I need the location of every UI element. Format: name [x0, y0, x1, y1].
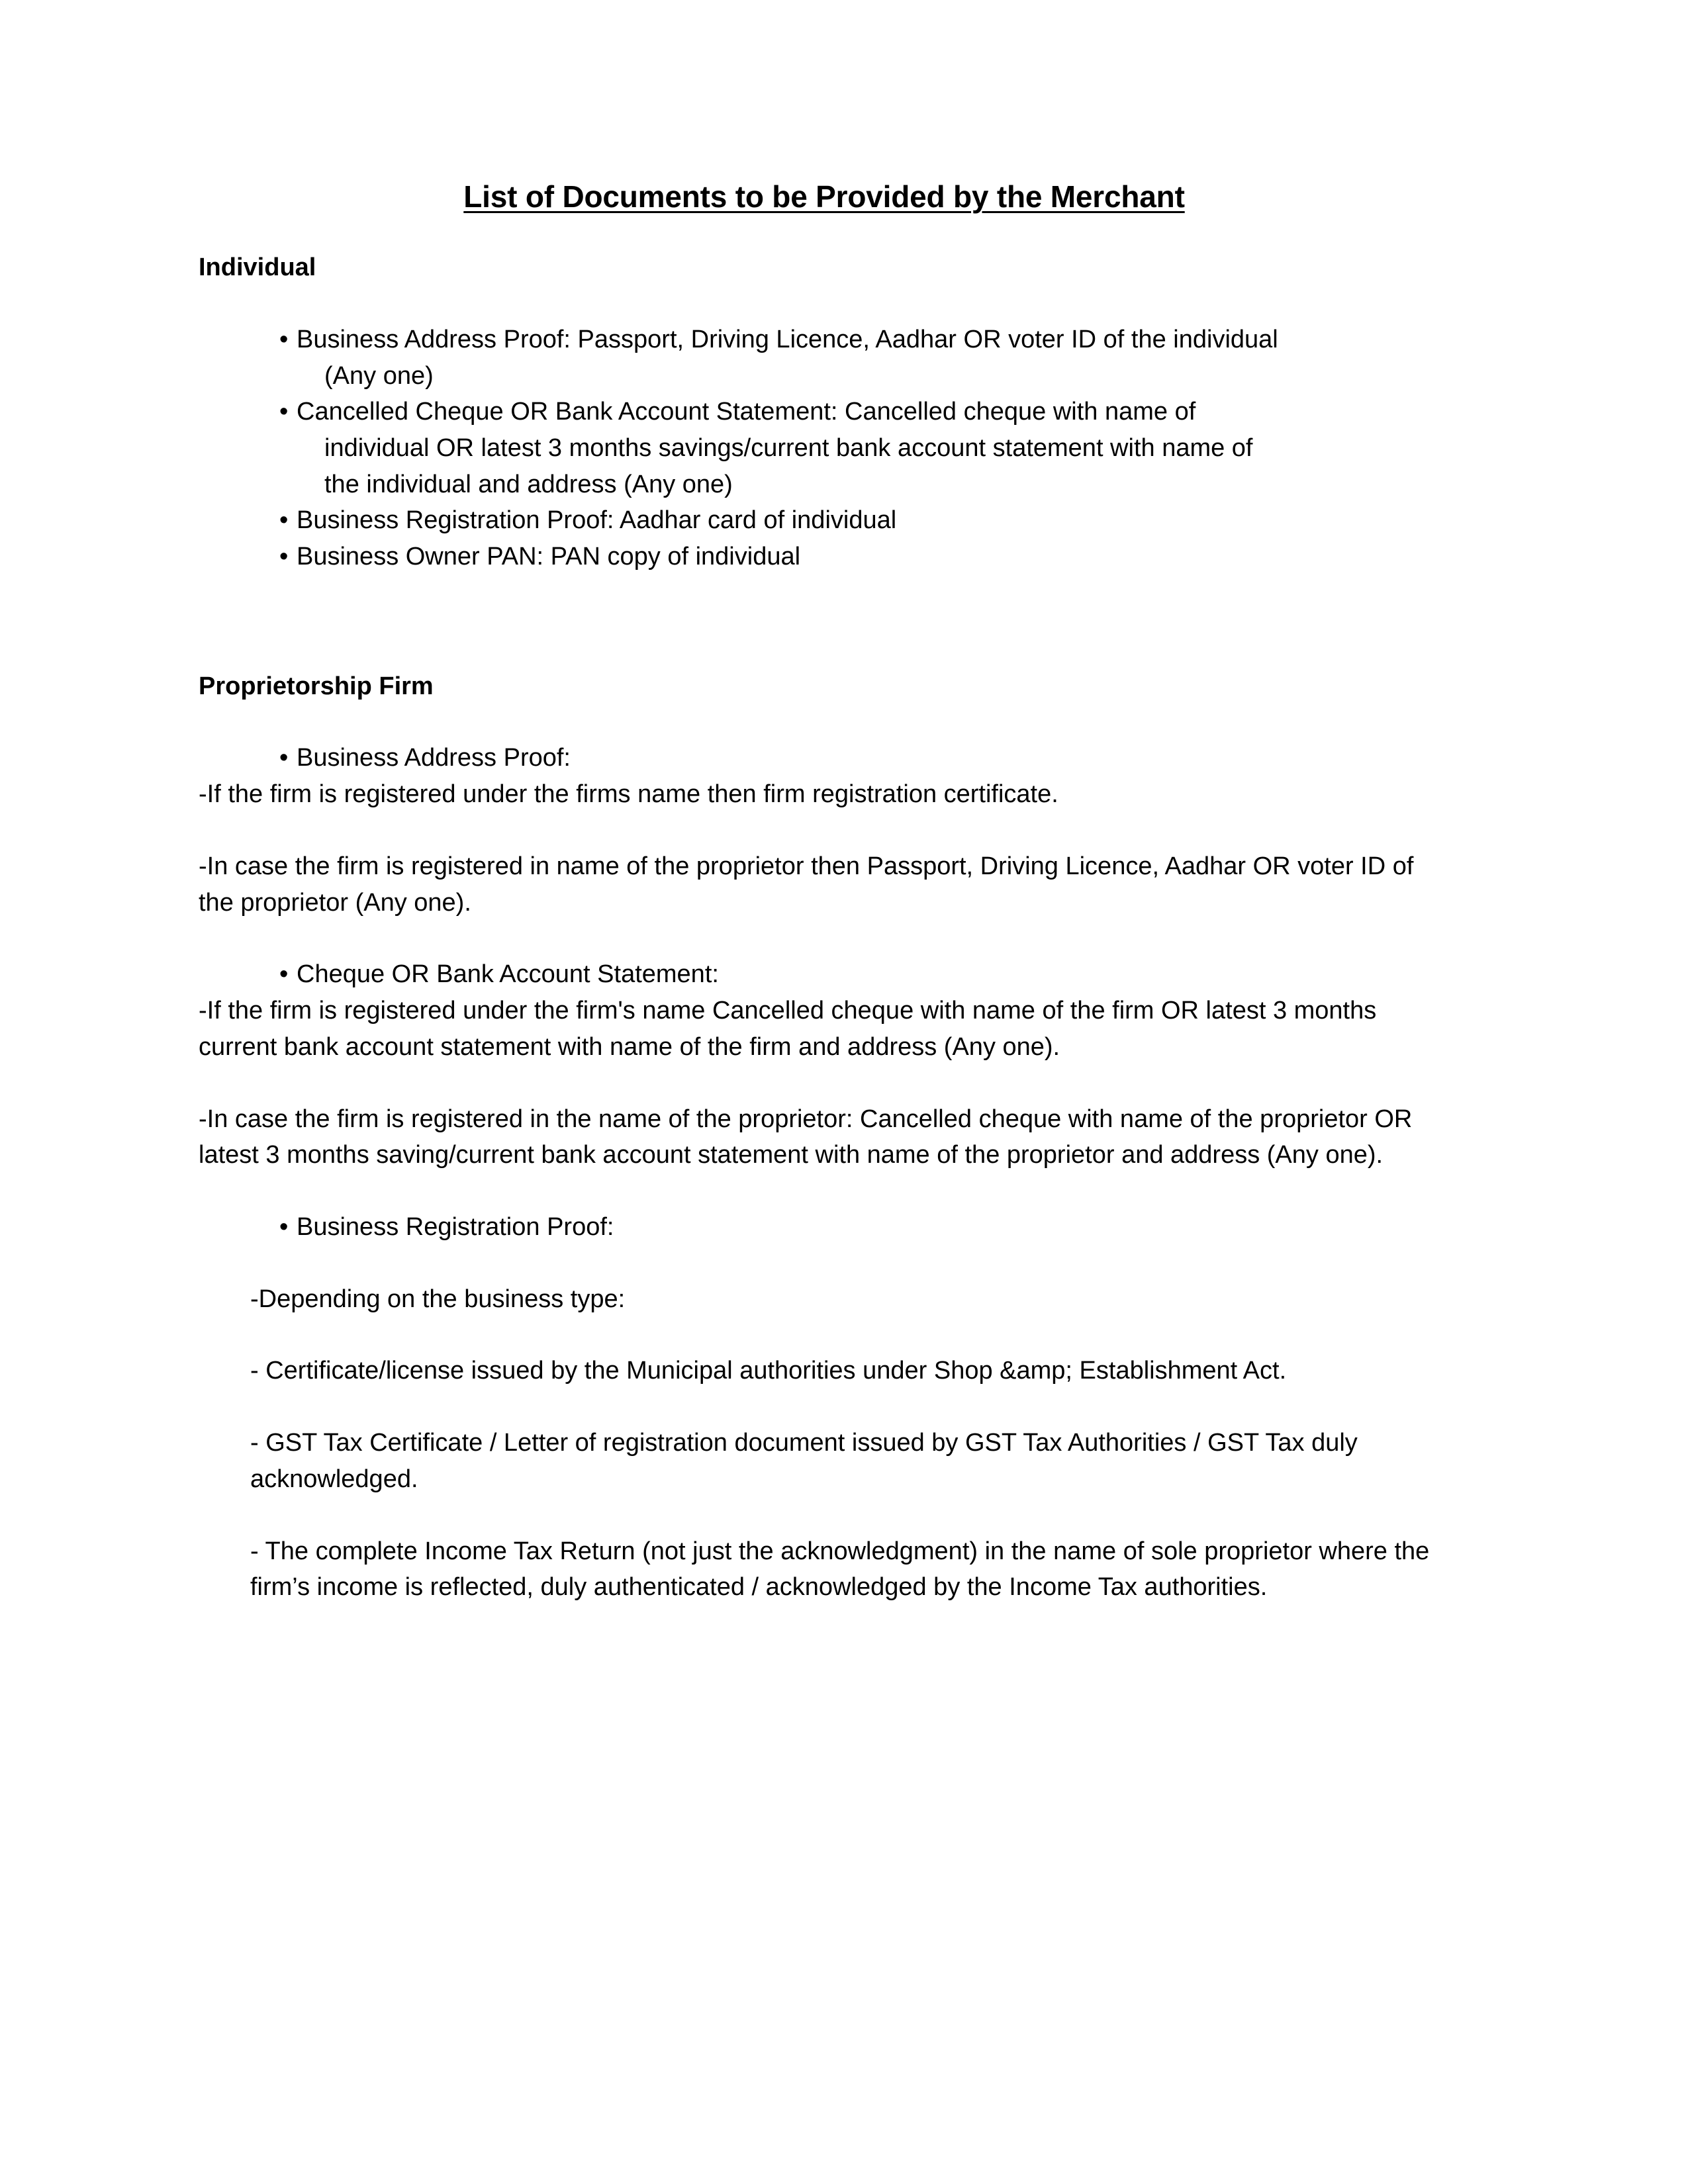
list-item	[199, 1209, 1450, 1246]
section-heading-individual: Individual	[199, 253, 316, 282]
bullet-dot-icon: •	[279, 543, 289, 571]
spacer	[199, 633, 1450, 672]
list-item-label: Business Address Proof:	[297, 744, 571, 772]
list-item	[199, 502, 1450, 539]
paragraph-municipal-shop-establishment: - Certificate/license issued by the Municipal authorities under Shop &amp; Establishment Act.	[250, 1357, 1287, 1385]
spacer	[199, 1246, 1450, 1281]
bullet-dot-icon: •	[279, 325, 289, 353]
spacer	[199, 1173, 1450, 1209]
list-item	[199, 394, 1450, 502]
list-item	[199, 322, 1450, 394]
bullet-dot-icon: •	[279, 398, 289, 426]
proprietorship-bullet-cheque-statement	[199, 956, 1450, 993]
page-title-text: List of Documents to be Provided by the Merchant	[463, 179, 1185, 214]
spacer	[199, 283, 1450, 322]
spacer	[199, 702, 1450, 740]
bullet-dot-icon: •	[279, 1212, 289, 1241]
spacer	[199, 1498, 1450, 1533]
spacer	[199, 813, 1450, 848]
spacer	[199, 575, 1450, 633]
individual-bullet-list	[199, 322, 1450, 575]
spacer	[199, 1066, 1450, 1101]
list-item-label: Cancelled Cheque OR Bank Account Statement: Cancelled cheque with name of	[297, 398, 1196, 426]
bullet-dot-icon: •	[279, 506, 289, 535]
spacer	[199, 921, 1450, 956]
list-item	[199, 956, 1450, 993]
bullet-dot-icon: •	[279, 960, 289, 989]
page-title	[199, 179, 1450, 214]
document-content	[199, 179, 1450, 1606]
section-heading-proprietorship-firm: Proprietorship Firm	[199, 672, 434, 700]
paragraph-gst-tax-certificate: - GST Tax Certificate / Letter of registration document issued by GST Tax Authorities / GST Tax duly acknowledged.	[250, 1429, 1358, 1493]
list-item-label: Business Address Proof: Passport, Driving Licence, Aadhar OR voter ID of the individual	[297, 325, 1278, 353]
list-item	[199, 740, 1450, 776]
paragraph-income-tax-return: - The complete Income Tax Return (not just the acknowledgment) in the name of sole proprietor where the firm’s income is reflected, duly authenticated / acknowledged by the Income Tax authorities.	[250, 1537, 1430, 1602]
list-item-continuation: the individual and address (Any one)	[324, 470, 733, 498]
list-item	[199, 539, 1450, 575]
paragraph-firm-registered-under-firm-name: -If the firm is registered under the firms name then firm registration certificate.	[199, 780, 1058, 809]
proprietorship-bullet-registration-proof	[199, 1209, 1450, 1246]
list-item-label: Cheque OR Bank Account Statement:	[297, 960, 719, 989]
list-item-label: Business Registration Proof: Aadhar card of individual	[297, 506, 897, 535]
paragraph-firm-registered-in-proprietor-name: -In case the firm is registered in name of the proprietor then Passport, Driving Licence, Aadhar OR voter ID of the proprietor (Any one).	[199, 852, 1414, 917]
list-item-continuation: individual OR latest 3 months savings/current bank account statement with name of	[324, 434, 1253, 463]
paragraph-cheque-firm-name: -If the firm is registered under the firm's name Cancelled cheque with name of the firm OR latest 3 months current bank account statement with name of the firm and address (Any one).	[199, 997, 1377, 1061]
paragraph-depending-business-type: -Depending on the business type:	[250, 1285, 626, 1313]
list-item-label: Business Registration Proof:	[297, 1212, 614, 1241]
bullet-dot-icon: •	[279, 744, 289, 772]
paragraph-cheque-proprietor-name: -In case the firm is registered in the name of the proprietor: Cancelled cheque with name of the proprietor OR latest 3 months saving/current bank account statement with name of the proprietor and address (Any one).	[199, 1105, 1413, 1169]
list-item-continuation: (Any one)	[324, 361, 434, 390]
proprietorship-bullet-address-proof	[199, 740, 1450, 776]
list-item-label: Business Owner PAN: PAN copy of individual	[297, 543, 801, 571]
spacer	[199, 1317, 1450, 1353]
spacer	[199, 1389, 1450, 1425]
